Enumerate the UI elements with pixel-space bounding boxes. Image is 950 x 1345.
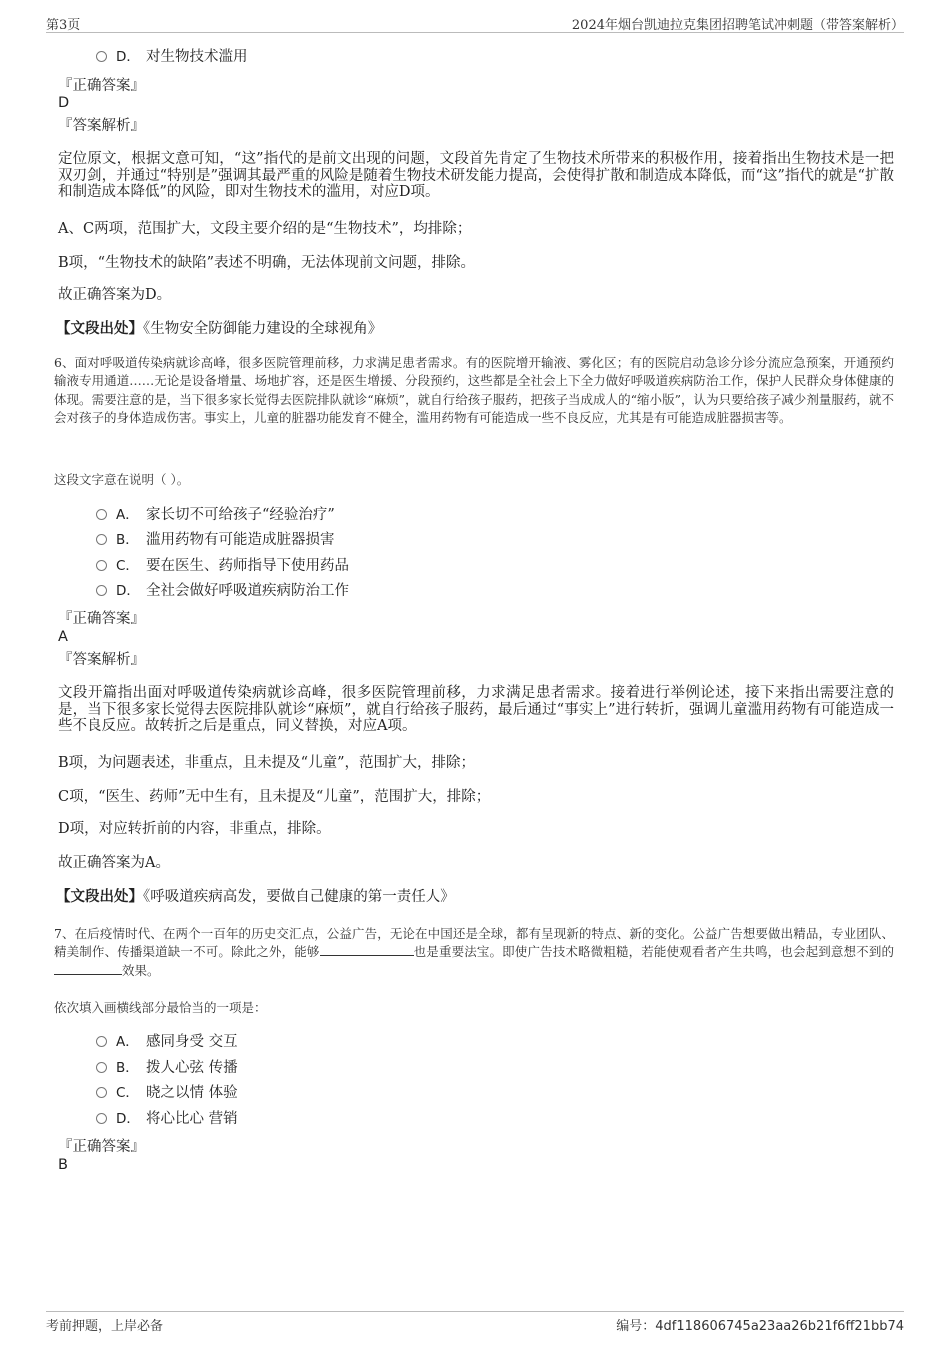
q6-analysis-paragraph: 文段开篇指出面对呼吸道传染病就诊高峰，很多医院管理前移，力求满足患者需求。接着进行举例论述，接下来指出需要注意的是，当下很多家长觉得去医院排队就诊“麻烦”，就自行给孩子服药，最后通过“事实上”进行转折，强调儿童滥用药物有可能造成一些不良反应。故转折之后是重点，同义替换，对应A项。 (58, 685, 894, 734)
radio-icon[interactable] (96, 509, 107, 520)
radio-icon[interactable] (96, 1087, 107, 1098)
q6-correct-answer-label: 『正确答案』 (58, 611, 145, 627)
radio-icon[interactable] (96, 51, 107, 62)
q6-answer: A (58, 629, 68, 645)
page-footer (46, 1311, 904, 1332)
document-code: 编号：4df118606745a23aa26b21f6ff21bb74 (616, 1319, 904, 1334)
q7-option-b[interactable]: B． 拨人心弦 传播 (96, 1058, 238, 1078)
q6-stem: 6、面对呼吸道传染病就诊高峰，很多医院管理前移，力求满足患者需求。有的医院增开输液、雾化区；有的医院启动急诊分诊分流应急预案，开通预约输液专用通道……无论是设备增量、场地扩容，还是医生增援、分段预约，这些都是全社会上下全力做好呼吸道疾病防治工作，保护人民群众身体健康的体现。需要注意的是，当下很多家长觉得去医院排队就诊“麻烦”，就自行给孩子服药，把孩子当成成人的“缩小版”，认为只要给孩子减少剂量服药，就不会对孩子的身体造成伤害。事实上，儿童的脏器功能发育不健全，滥用药物有可能造成一些不良反应，尤其是有可能造成脏器损害等。 (54, 355, 894, 425)
page-number: 第3页 (46, 18, 81, 33)
radio-icon[interactable] (96, 560, 107, 571)
q5-answer: D (58, 95, 70, 111)
q7-option-d[interactable]: D． 将心比心 营销 (96, 1109, 238, 1129)
q7-option-c[interactable]: C． 晓之以情 体验 (96, 1083, 238, 1103)
radio-icon[interactable] (96, 1062, 107, 1073)
q6-option-d[interactable]: D． 全社会做好呼吸道疾病防治工作 (96, 581, 349, 601)
q6-analysis-line-1: B项，为问题表述，非重点，且未提及“儿童”，范围扩大，排除； (58, 755, 475, 771)
q5-analysis-line-3: 故正确答案为D。 (58, 287, 172, 303)
q7-blank-2 (54, 963, 122, 975)
q6-option-c[interactable]: C． 要在医生、药师指导下使用药品 (96, 556, 349, 576)
radio-icon[interactable] (96, 534, 107, 545)
q5-correct-answer-label: 『正确答案』 (58, 78, 145, 94)
radio-icon[interactable] (96, 585, 107, 596)
q5-analysis-line-1: A、C两项，范围扩大，文段主要介绍的是“生物技术”，均排除； (58, 221, 472, 237)
radio-icon[interactable] (96, 1113, 107, 1124)
q7-answer: B (58, 1157, 68, 1173)
q5-analysis-label: 『答案解析』 (58, 118, 145, 134)
q6-question: 这段文字意在说明（ ）。 (54, 472, 190, 487)
footer-slogan: 考前押题，上岸必备 (46, 1319, 164, 1334)
page-header (46, 14, 904, 33)
q6-source: 【文段出处】《呼吸道疾病高发，要做自己健康的第一责任人》 (56, 888, 455, 905)
q7-question: 依次填入画横线部分最恰当的一项是： (54, 1000, 267, 1015)
q7-blank-1 (320, 944, 414, 956)
q7-option-a[interactable]: A． 感同身受 交互 (96, 1032, 238, 1052)
radio-icon[interactable] (96, 1036, 107, 1047)
document-title: 2024年烟台凯迪拉克集团招聘笔试冲刺题（带答案解析） (571, 18, 904, 33)
q5-option-d[interactable]: D． 对生物技术滥用 (96, 47, 248, 67)
q7-correct-answer-label: 『正确答案』 (58, 1139, 145, 1155)
q6-analysis-label: 『答案解析』 (58, 652, 145, 668)
q7-stem: 7、在后疫情时代、在两个一百年的历史交汇点，公益广告，无论在中国还是全球，都有呈现新的特点、新的变化。公益广告想要做出精品，专业团队、精美制作、传播渠道缺一不可。除此之外，能够 也是重要法宝。即使广告技术略微粗糙，若能使观看者产生共鸣，也会起到意想不到的效果。 (54, 926, 894, 978)
q5-analysis-line-2: B项，“生物技术的缺陷”表述不明确，无法体现前文问题，排除。 (58, 255, 475, 271)
q6-analysis-line-4: 故正确答案为A。 (58, 855, 170, 871)
q6-option-b[interactable]: B． 滥用药物有可能造成脏器损害 (96, 530, 335, 550)
q5-source: 【文段出处】《生物安全防御能力建设的全球视角》 (56, 320, 383, 337)
q6-analysis-line-3: D项，对应转折前的内容，非重点，排除。 (58, 821, 331, 837)
q6-analysis-line-2: C项，“医生、药师”无中生有，且未提及“儿童”，范围扩大，排除； (58, 789, 491, 805)
q5-analysis-paragraph: 定位原文，根据文意可知，“这”指代的是前文出现的问题，文段首先肯定了生物技术所带来的积极作用，接着指出生物技术是一把双刃剑，并通过“特别是”强调其最严重的风险是随着生物技术研发能力提高，会使得扩散和制造成本降低，而“这”指代的就是“扩散和制造成本降低”的风险，即对生物技术的滥用，对应D项。 (58, 151, 894, 200)
q6-option-a[interactable]: A． 家长切不可给孩子“经验治疗” (96, 505, 335, 525)
